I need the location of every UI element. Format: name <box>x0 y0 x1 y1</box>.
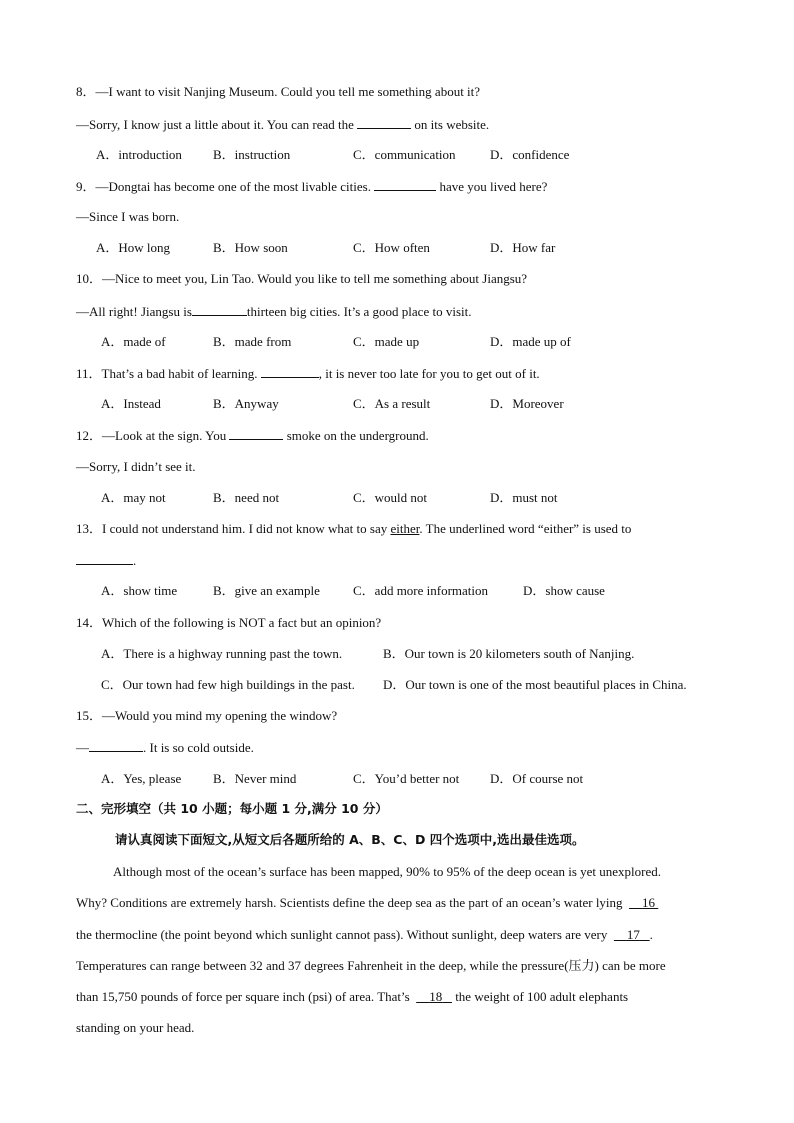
q13-option-a[interactable]: A．show time <box>101 583 178 598</box>
q9-stem <box>76 178 547 195</box>
q8-option-a[interactable]: A．introduction <box>96 147 182 162</box>
q8-blank <box>357 116 411 129</box>
q8-stem: 8．—I want to visit Nanjing Museum. Could you tell me something about it? <box>76 84 481 99</box>
q12-response: —Sorry, I didn’t see it. <box>76 459 196 474</box>
q15-blank <box>89 739 143 752</box>
q8-option-d[interactable]: D．confidence <box>490 147 570 162</box>
q13-stem-pre: 13．I could not understand him. I did not know what to say <box>76 521 391 536</box>
passage-line-5-text: than 15,750 pounds of force per square inch (psi) of area. That’s <box>76 989 410 1004</box>
q9-option-d[interactable]: D．How far <box>490 240 556 255</box>
q10-response-pre: —All right! Jiangsu is <box>76 304 192 319</box>
q13-option-b[interactable]: B．give an example <box>213 583 320 598</box>
q10-response <box>76 303 471 320</box>
q12-option-c[interactable]: C．would not <box>353 490 428 505</box>
q8-response-pre: —Sorry, I know just a little about it. You can read the <box>76 117 354 132</box>
q15-stem: 15．—Would you mind my opening the window? <box>76 708 338 723</box>
q9-option-c[interactable]: C．How often <box>353 240 430 255</box>
q11-option-c[interactable]: C．As a result <box>353 396 431 411</box>
q12-option-a[interactable]: A．may not <box>101 490 166 505</box>
q13-option-c[interactable]: C．add more information <box>353 583 489 598</box>
blank-16 <box>629 895 658 910</box>
passage-line-3 <box>76 927 653 943</box>
q15-response-post: . It is so cold outside. <box>143 740 254 755</box>
q12-option-d[interactable]: D．must not <box>490 490 558 505</box>
q14-option-a[interactable]: A．There is a highway running past the town. <box>101 646 343 661</box>
passage-line-2 <box>76 895 658 911</box>
q10-option-d[interactable]: D．made up of <box>490 334 571 349</box>
q9-stem-post: have you lived here? <box>436 179 548 194</box>
q8-response <box>76 116 489 133</box>
q13-blank-line: . <box>76 552 136 569</box>
q11-option-d[interactable]: D．Moreover <box>490 396 564 411</box>
passage-line-5-end: the weight of 100 adult elephants <box>451 989 629 1004</box>
q10-option-a[interactable]: A．made of <box>101 334 166 349</box>
q15-response <box>76 739 254 756</box>
q11-stem-pre: 11．That’s a bad habit of learning. <box>76 366 258 381</box>
blank-18 <box>416 989 452 1004</box>
q9-response: —Since I was born. <box>76 209 180 224</box>
q10-option-c[interactable]: C．made up <box>353 334 420 349</box>
q11-option-a[interactable]: A．Instead <box>101 396 161 411</box>
q13-option-d[interactable]: D．show cause <box>523 583 605 598</box>
q12-option-b[interactable]: B．need not <box>213 490 280 505</box>
q15-response-pre: — <box>76 740 89 755</box>
q9-stem-pre: 9．—Dongtai has become one of the most livable cities. <box>76 179 371 194</box>
q8-option-c[interactable]: C．communication <box>353 147 456 162</box>
q12-blank <box>229 427 283 440</box>
q13-stem-post: . The underlined word “either” is used to <box>419 521 632 536</box>
passage-line-4: Temperatures can range between 32 and 37 degrees Fahrenheit in the deep, while the pressure(压力) can be more <box>76 958 666 973</box>
section2-heading: 二、完形填空（共 10 小题；每小题 1 分,满分 10 分） <box>76 801 388 816</box>
q9-option-a[interactable]: A．How long <box>96 240 171 255</box>
q10-option-b[interactable]: B．made from <box>213 334 292 349</box>
q13-stem <box>76 521 631 537</box>
blank-17 <box>614 927 650 942</box>
blank-17-number: 17 <box>626 927 640 942</box>
q11-option-b[interactable]: B．Anyway <box>213 396 279 411</box>
q11-stem-post: , it is never too late for you to get out of it. <box>318 366 540 381</box>
q15-option-b[interactable]: B．Never mind <box>213 771 297 786</box>
q10-blank <box>192 303 247 316</box>
q13-blank <box>76 552 133 565</box>
q8-response-post: on its website. <box>411 117 490 132</box>
q12-stem-pre: 12．—Look at the sign. You <box>76 428 227 443</box>
q12-stem <box>76 427 429 444</box>
passage-line-3-end: . <box>649 927 653 942</box>
q9-option-b[interactable]: B．How soon <box>213 240 288 255</box>
q11-blank <box>261 365 319 378</box>
passage-line-3-text: the thermocline (the point beyond which sunlight cannot pass). Without sunlight, deep waters are very <box>76 927 608 942</box>
blank-18-number: 18 <box>429 989 443 1004</box>
q15-option-a[interactable]: A．Yes, please <box>101 771 182 786</box>
q8-option-b[interactable]: B．instruction <box>213 147 291 162</box>
blank-16-number: 16 <box>642 895 656 910</box>
passage-line-5 <box>76 989 628 1005</box>
q14-stem: 14．Which of the following is NOT a fact but an opinion? <box>76 615 382 630</box>
passage-line-6: standing on your head. <box>76 1020 195 1035</box>
q15-option-d[interactable]: D．Of course not <box>490 771 584 786</box>
q10-stem: 10．—Nice to meet you, Lin Tao. Would you like to tell me something about Jiangsu? <box>76 271 528 286</box>
passage-line-1: Although most of the ocean’s surface has been mapped, 90% to 95% of the deep ocean is yet unexplored. <box>113 864 661 879</box>
section2-instruction: 请认真阅读下面短文,从短文后各题所给的 A、B、C、D 四个选项中,选出最佳选项。 <box>115 832 585 847</box>
q10-response-post: thirteen big cities. It’s a good place to visit. <box>246 304 472 319</box>
q14-option-b[interactable]: B．Our town is 20 kilometers south of Nanjing. <box>383 646 635 661</box>
q14-option-d[interactable]: D．Our town is one of the most beautiful places in China. <box>383 677 687 692</box>
q13-underlined-word: either <box>390 521 420 536</box>
q12-stem-post: smoke on the underground. <box>283 428 429 443</box>
q14-option-c[interactable]: C．Our town had few high buildings in the past. <box>101 677 355 692</box>
q9-blank <box>374 178 436 191</box>
q15-option-c[interactable]: C．You’d better not <box>353 771 460 786</box>
passage-line-2-text: Why? Conditions are extremely harsh. Scientists define the deep sea as the part of an ocean’s water lying <box>76 895 623 910</box>
q11-stem <box>76 365 540 382</box>
